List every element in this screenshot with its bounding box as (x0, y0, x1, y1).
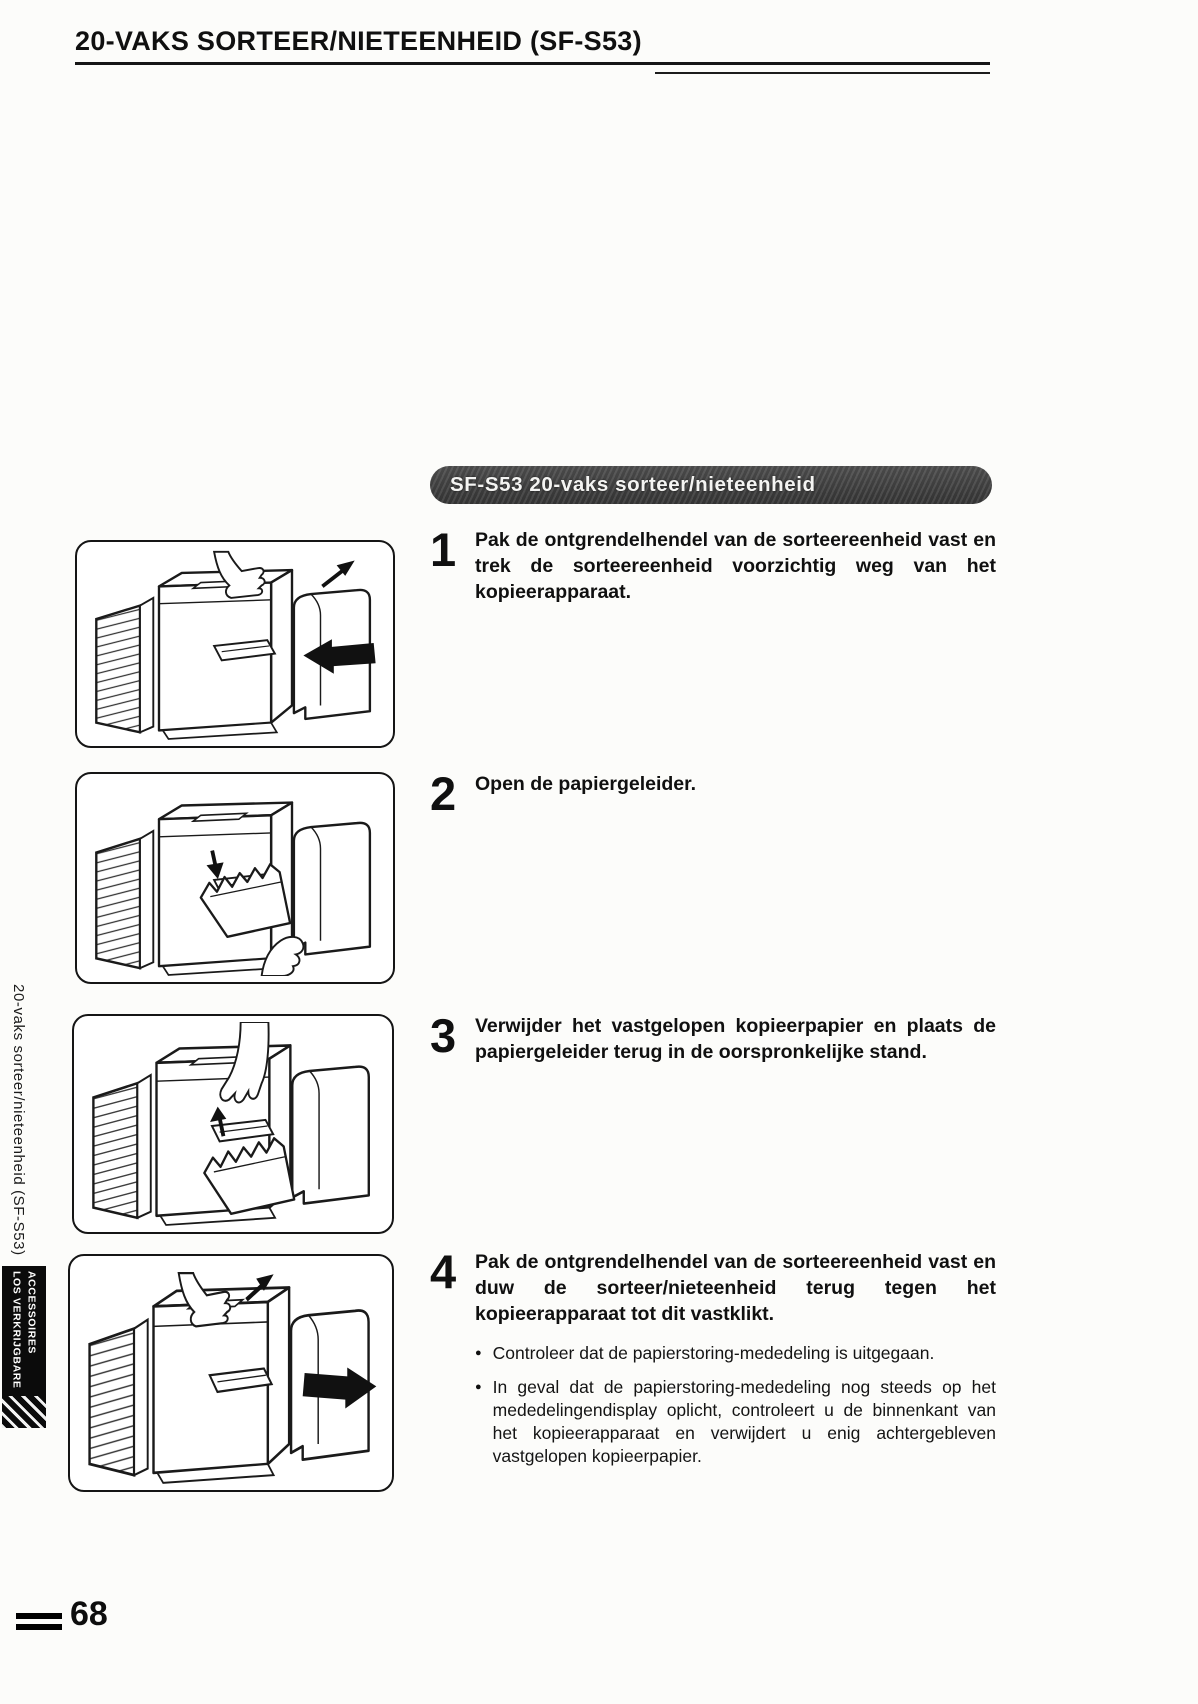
step-4-notes (475, 1342, 996, 1468)
step-text: Pak de ontgrendelhendel van de sorteereenheid vast en duw de sorteer/nieteenheid terug tegen het kopieerapparaat tot dit vastklikt. (475, 1251, 996, 1325)
sidebar-vertical-label: 20-vaks sorteer/nieteenheid (SF-S53) (10, 984, 27, 1256)
bar-decoration (16, 1613, 62, 1619)
badge-label-line-1: LOS VERKRIJGBARE (10, 1271, 23, 1389)
header-rule-top (75, 62, 990, 65)
instruction-step-2 (430, 767, 996, 820)
section-banner-label: SF-S53 20-vaks sorteer/nieteenheid (450, 473, 816, 496)
figure-step-4-illustration (68, 1254, 394, 1492)
copier-pull-sorter-drawing (83, 548, 387, 740)
copier-push-sorter-drawing (76, 1262, 386, 1484)
section-banner (430, 466, 992, 504)
copier-remove-paper-drawing (80, 1022, 386, 1226)
step-text: Pak de ontgrendelhendel van de sorteereenheid vast en trek de sorteereenheid voorzichtig weg van het kopieerapparaat. (475, 529, 996, 603)
note-text: Controleer dat de papierstoring-mededeling is uitgegaan. (492, 1342, 935, 1363)
step-number: 1 (430, 523, 457, 576)
step-text: Open de papiergeleider. (475, 773, 697, 795)
instruction-step-3 (430, 1009, 996, 1066)
optional-accessories-badge (2, 1266, 46, 1428)
figure-step-1-illustration (75, 540, 395, 748)
page-title: 20-VAKS SORTEER/NIETEENHEID (SF-S53) (75, 26, 642, 56)
figure-step-3-illustration (72, 1014, 394, 1234)
note-text: In geval dat de papierstoring-mededeling nog steeds op het mededelingendisplay oplicht, controleert u de binnenkant van het kopieerapparaat en verwijdert u enig achtergebleven vastgelopen kopieerpapier. (492, 1376, 996, 1467)
bullet-icon: ● (475, 1380, 482, 1393)
step-number: 3 (430, 1009, 457, 1062)
step-text: Verwijder het vastgelopen kopieerpapier en plaats de papiergeleider terug in de oorspronkelijke stand. (475, 1015, 996, 1063)
badge-hatch-decoration (2, 1394, 46, 1428)
figure-step-2-illustration (75, 772, 395, 984)
page-number: 68 (70, 1595, 108, 1633)
bullet-icon: ● (475, 1346, 482, 1359)
small-arrow-up-right-icon (322, 560, 354, 586)
bar-decoration (16, 1624, 62, 1630)
step-number: 4 (430, 1245, 457, 1298)
header-rule-bottom (655, 72, 990, 74)
step-number: 2 (430, 767, 457, 820)
note-item (475, 1376, 996, 1468)
note-item (475, 1342, 996, 1365)
page-number-bars (16, 1613, 62, 1635)
instruction-step-1 (430, 523, 996, 606)
instruction-step-4 (430, 1245, 996, 1468)
copier-open-guide-drawing (83, 780, 387, 976)
badge-label-line-2: ACCESSOIRES (25, 1271, 38, 1355)
